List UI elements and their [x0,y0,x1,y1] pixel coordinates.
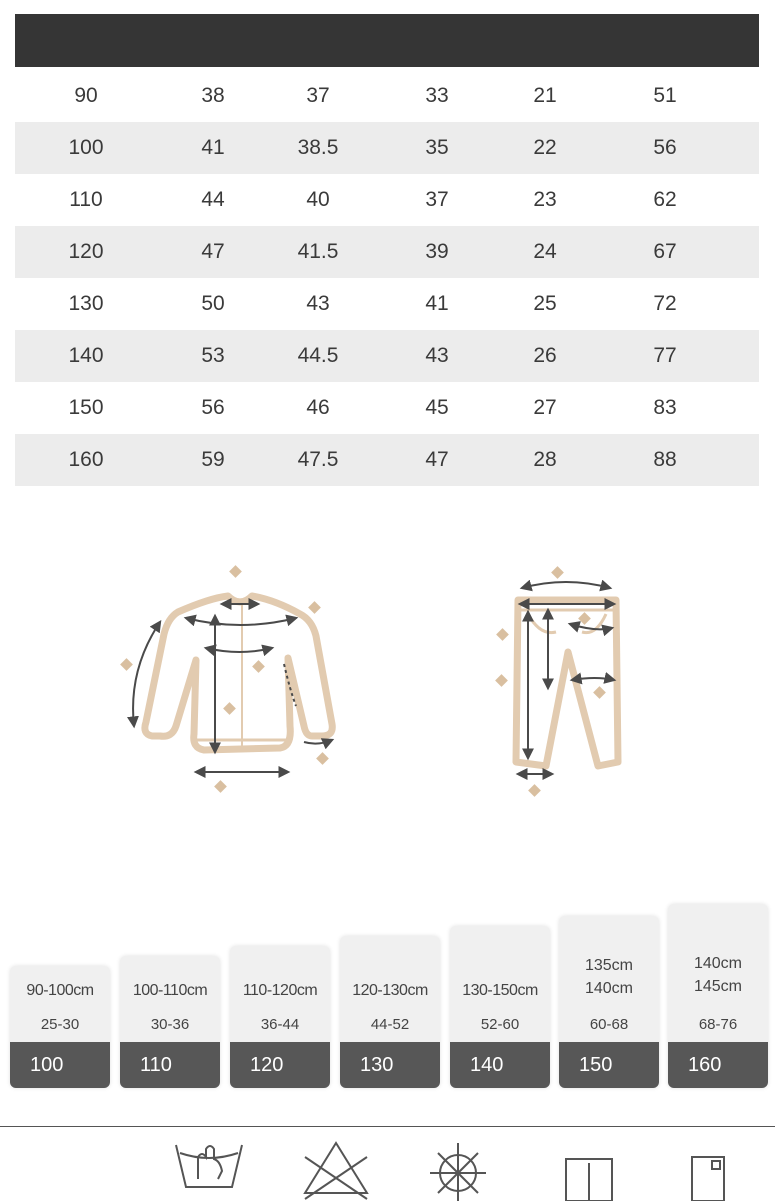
card-size: 120 [230,1042,330,1088]
table-row [15,434,759,486]
table-cell: 44 [201,188,225,211]
table-cell: 47.5 [297,448,339,471]
card-size: 130 [340,1042,440,1088]
table-header-bar [15,14,759,67]
card-height-bottom: 140cm [584,980,634,997]
table-cell: 38 [201,84,225,107]
table-row [15,226,759,278]
table-cell: 59 [201,448,225,471]
table-cell: 43 [425,344,449,367]
size-card[interactable] [340,936,440,1088]
jacket-icon [120,565,332,793]
card-height: 130-150cm [462,982,538,999]
card-height: 120-130cm [352,982,428,999]
table-cell: 72 [653,292,677,315]
iron-icon [692,1157,724,1201]
table-cell: 67 [653,240,677,263]
no-bleach-icon [305,1143,367,1199]
measurement-diagram [0,540,775,820]
card-size: 150 [559,1042,659,1088]
table-cell: 43 [306,292,330,315]
table-row [15,174,759,226]
card-size: 100 [10,1042,110,1088]
table-cell: 23 [533,188,557,211]
table-row [15,382,759,434]
card-size: 140 [450,1042,550,1088]
table-cell: 56 [201,396,225,419]
table-cell: 47 [201,240,225,263]
card-age: 60-68 [589,1016,629,1033]
table-cell: 62 [653,188,677,211]
card-age: 30-36 [150,1016,190,1033]
table-cell: 56 [653,136,677,159]
card-size: 110 [120,1042,220,1088]
table-cell: 140 [68,344,104,367]
table-cell: 53 [201,344,225,367]
table-cell: 38.5 [297,136,339,159]
table-cell: 26 [533,344,557,367]
card-height: 100-110cm [132,982,208,999]
table-cell: 110 [69,188,103,211]
size-table [15,70,759,486]
table-cell: 47 [425,448,449,471]
size-card[interactable] [10,966,110,1088]
care-symbols [0,1126,775,1201]
table-cell: 120 [68,240,104,263]
table-cell: 24 [533,240,557,263]
table-row [15,70,759,122]
pants-icon [495,566,618,797]
table-row [15,278,759,330]
table-cell: 51 [653,84,677,107]
table-cell: 28 [533,448,557,471]
table-cell: 41 [425,292,449,315]
card-age: 52-60 [480,1016,520,1033]
table-row [15,330,759,382]
size-card[interactable] [230,946,330,1088]
card-size: 160 [668,1042,768,1088]
card-height-top: 140cm [693,955,743,972]
card-height-top: 135cm [584,957,634,974]
table-cell: 50 [201,292,225,315]
table-cell: 88 [653,448,677,471]
table-cell: 27 [533,396,557,419]
size-card[interactable] [668,904,768,1088]
card-height: 110-120cm [242,982,318,999]
table-cell: 37 [306,84,330,107]
table-cell: 46 [306,396,330,419]
card-height: 90-100cm [26,982,94,999]
table-cell: 160 [68,448,104,471]
table-cell: 130 [68,292,104,315]
table-cell: 22 [533,136,557,159]
card-age: 25-30 [40,1016,80,1033]
table-cell: 100 [68,136,104,159]
table-cell: 90 [74,84,98,107]
size-card[interactable] [450,926,550,1088]
card-age: 44-52 [370,1016,410,1033]
hang-dry-icon [566,1159,612,1201]
table-cell: 150 [68,396,104,419]
table-cell: 40 [306,188,330,211]
size-card[interactable] [559,916,659,1088]
card-age: 68-76 [698,1016,738,1033]
table-cell: 21 [533,84,557,107]
table-cell: 37 [425,188,449,211]
table-cell: 41.5 [297,240,339,263]
table-cell: 25 [533,292,557,315]
table-cell: 44.5 [297,344,339,367]
table-cell: 39 [425,240,449,263]
card-age: 36-44 [260,1016,300,1033]
table-cell: 33 [425,84,449,107]
table-row [15,122,759,174]
table-cell: 77 [653,344,677,367]
table-cell: 35 [425,136,449,159]
hand-wash-icon [176,1145,242,1187]
card-height-bottom: 145cm [693,978,743,995]
size-card[interactable] [120,956,220,1088]
table-cell: 45 [425,396,449,419]
table-cell: 41 [201,136,225,159]
no-tumble-dry-icon [430,1143,486,1201]
table-cell: 83 [653,396,677,419]
